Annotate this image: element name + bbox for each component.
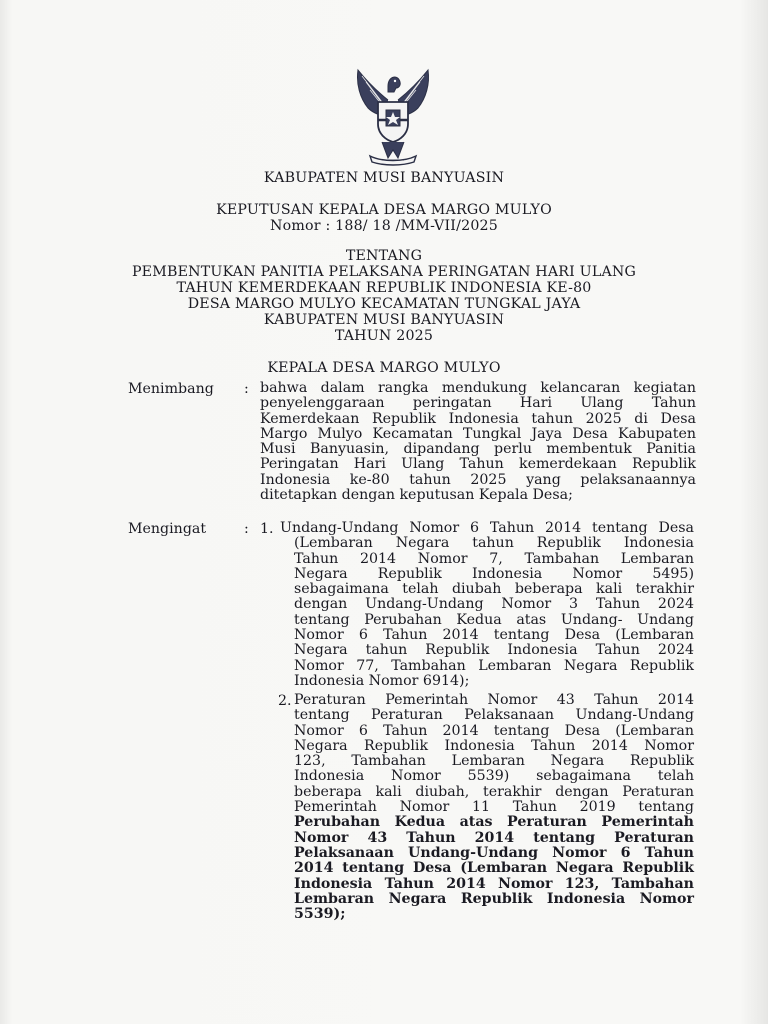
- subject-line: PEMBENTUKAN PANITIA PELAKSANA PERINGATAN HARI ULANG: [131, 264, 637, 280]
- item-line: Indonesia Nomor 5539) sebagaimana telah: [294, 768, 694, 785]
- menimbang-text: [260, 381, 696, 503]
- subject-label: TENTANG: [345, 248, 423, 264]
- item-line: Indonesia Tahun 2014 Nomor 123, Tambahan: [294, 875, 694, 892]
- decree-heading: [0, 202, 768, 234]
- item-line: 2014 tentang Desa (Lembaran Negara Republik: [294, 860, 694, 877]
- item-2-text: [294, 693, 694, 922]
- subject-line: TAHUN 2025: [334, 328, 434, 344]
- subject-line: KABUPATEN MUSI BANYUASIN: [263, 312, 505, 328]
- item-line: Nomor 6 Tahun 2014 tentang Desa (Lembaran: [294, 722, 694, 739]
- item-line: Nomor 43 Tahun 2014 tentang Peraturan: [294, 829, 694, 846]
- item-line: Pemerintah Nomor 11 Tahun 2019 tentang: [294, 799, 694, 816]
- item-line: Negara Republik Indonesia Nomor 5495): [294, 565, 694, 582]
- garuda-emblem-icon: [348, 62, 438, 168]
- subject-line: TAHUN KEMERDEKAAN REPUBLIK INDONESIA KE-80: [176, 280, 592, 296]
- menimbang-line: Peringatan Hari Ulang Tahun kemerdekaan Republik: [260, 456, 696, 473]
- item-line: Perubahan Kedua atas Peraturan Pemerintah: [294, 814, 694, 831]
- decree-title: KEPUTUSAN KEPALA DESA MARGO MULYO: [216, 202, 552, 218]
- issuer-heading: [0, 360, 768, 376]
- item-line: (Lembaran Negara tahun Republik Indonesia: [294, 535, 694, 552]
- item-line: 5539);: [294, 906, 346, 923]
- item-line: Indonesia Nomor 6914);: [294, 672, 470, 689]
- menimbang-line: penyelenggaraan peringatan Hari Ulang Tahun: [260, 395, 696, 412]
- subject-block: [0, 248, 768, 344]
- menimbang-colon: :: [244, 381, 249, 397]
- mengingat-label: Mengingat: [128, 521, 207, 537]
- item-line: beberapa kali diubah, terakhir dengan Peraturan: [294, 783, 694, 800]
- subject-line: DESA MARGO MULYO KECAMATAN TUNGKAL JAYA: [187, 296, 581, 312]
- menimbang-label: Menimbang: [128, 381, 214, 397]
- item-line: sebagaimana telah diubah beberapa kali terakhir: [294, 581, 694, 598]
- item-line: Tahun 2014 Nomor 7, Tambahan Lembaran: [294, 550, 694, 567]
- decree-number: Nomor : 188/ 18 /MM-VII/2025: [270, 218, 498, 234]
- menimbang-line: Kemerdekaan Republik Indonesia tahun 2025 di Desa: [260, 410, 696, 427]
- menimbang-line: Indonesia ke-80 tahun 2025 yang pelaksanaannya: [260, 471, 696, 488]
- menimbang-line: Margo Mulyo Kecamatan Tungkal Jaya Desa Kabupaten: [260, 425, 696, 442]
- mengingat-colon: :: [244, 521, 249, 537]
- issuer-title: KEPALA DESA MARGO MULYO: [267, 360, 501, 376]
- regency-name: KABUPATEN MUSI BANYUASIN: [263, 170, 505, 186]
- item-line: tentang Peraturan Pelaksanaan Undang-Undang: [294, 707, 694, 724]
- item-line: Peraturan Pemerintah Nomor 43 Tahun 2014: [294, 692, 694, 708]
- item-line: Nomor 6 Tahun 2014 tentang Desa (Lembaran: [294, 627, 694, 644]
- item-line: 123, Tambahan Lembaran Negara Republik: [294, 753, 694, 770]
- item-line: Undang-Undang Nomor 6 Tahun 2014 tentang Desa: [280, 520, 694, 536]
- item-line: tentang Perubahan Kedua atas Undang- Undang: [294, 611, 694, 628]
- regency-heading: [0, 170, 768, 186]
- menimbang-line: ditetapkan dengan keputusan Kepala Desa;: [260, 487, 573, 504]
- item-number: 2.: [278, 693, 292, 709]
- menimbang-line: Musi Banyuasin, dipandang perlu membentuk Panitia: [260, 441, 696, 458]
- item-1-continuation: [294, 536, 694, 689]
- menimbang-line: bahwa dalam rangka mendukung kelancaran kegiatan: [260, 380, 696, 396]
- item-line: Negara tahun Republik Indonesia Tahun 2024: [294, 642, 694, 659]
- item-1-text: [280, 521, 694, 536]
- item-line: dengan Undang-Undang Nomor 3 Tahun 2024: [294, 596, 694, 613]
- item-line: Negara Republik Indonesia Tahun 2014 Nomor: [294, 737, 694, 754]
- item-line: Pelaksanaan Undang-Undang Nomor 6 Tahun: [294, 844, 694, 861]
- item-line: Nomor 77, Tambahan Lembaran Negara Republik: [294, 657, 694, 674]
- item-number: 1.: [260, 521, 274, 537]
- item-line: Lembaran Negara Republik Indonesia Nomor: [294, 890, 694, 907]
